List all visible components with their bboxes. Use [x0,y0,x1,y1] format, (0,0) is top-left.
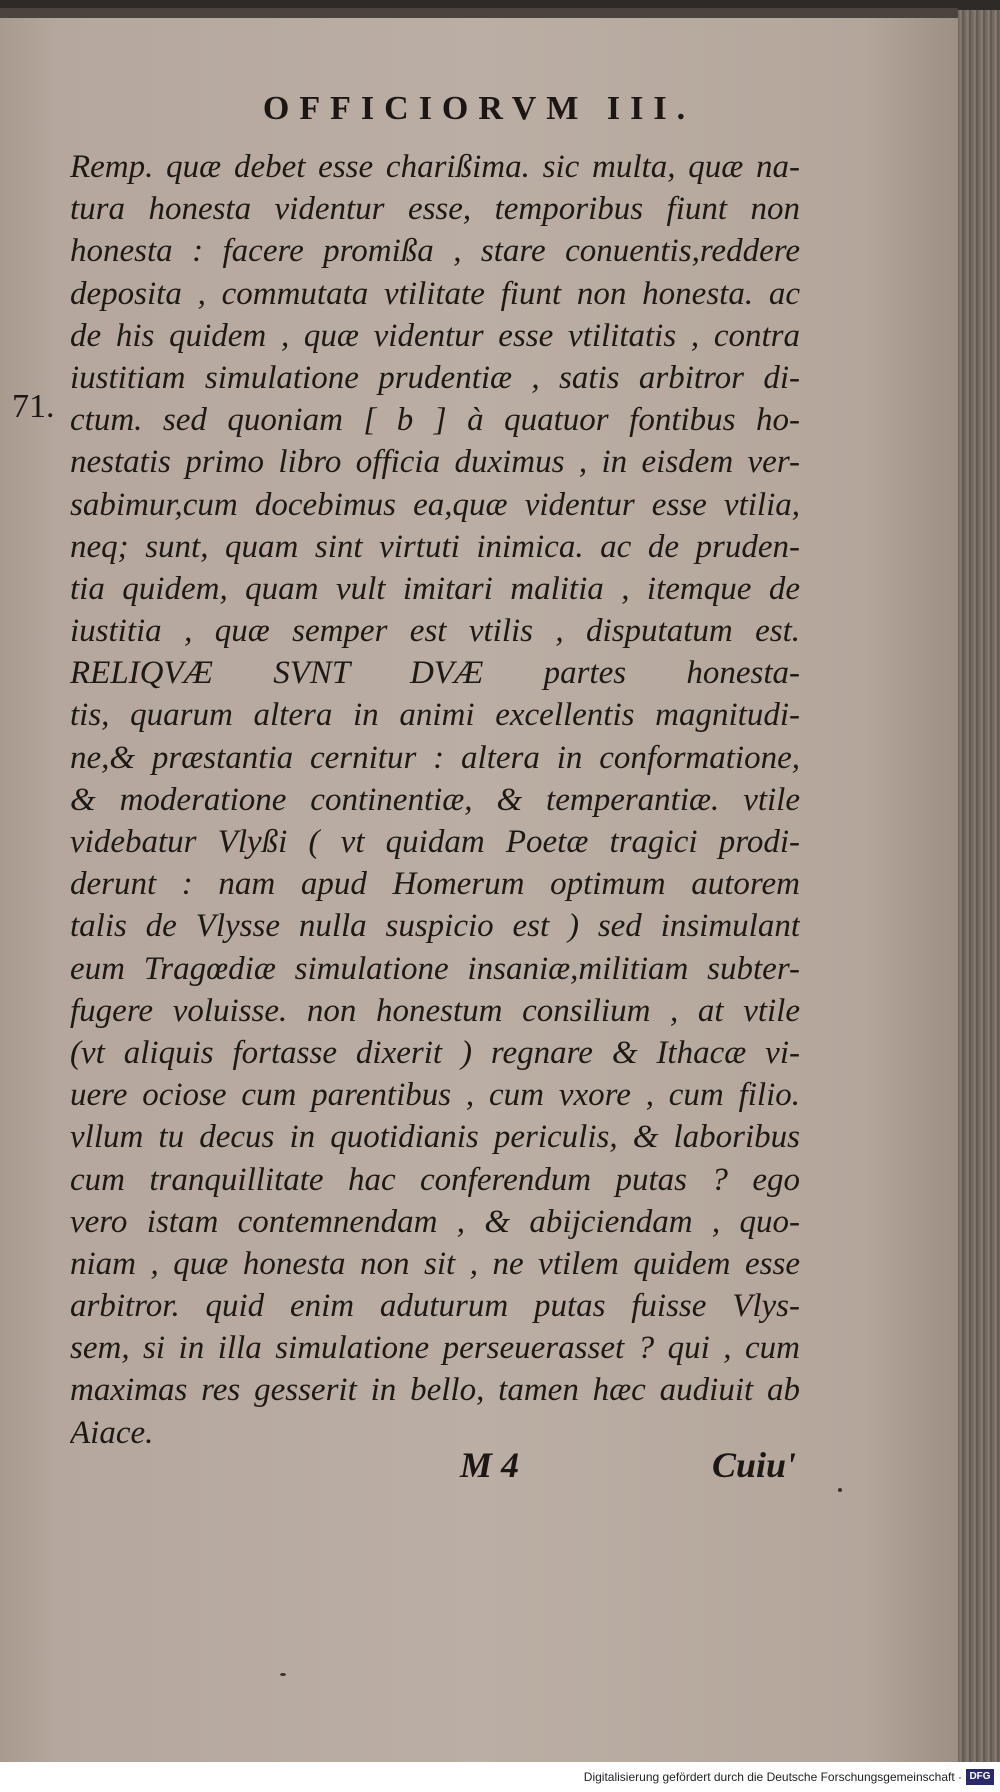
text-line: iustitiam simulatione prudentiæ , satis arbitror di- [70,359,800,396]
signature-mark: M 4 [460,1445,520,1485]
text-line: videbatur Vlyßi ( vt quidam Poetæ tragici prodi- [70,824,800,860]
text-line: & moderatione continentiæ, & temperantiæ. vtile [70,781,800,818]
text-line: neq; sunt, quam sint virtuti inimica. ac de pruden- [70,528,800,565]
text-line: (vt aliquis fortasse dixerit ) regnare & Ithacæ vi- [70,1034,800,1071]
page-footer [0,1444,958,1494]
text-line: RELIQVÆ SVNT DVÆ partes honesta- [70,655,800,692]
credit-bar [0,1762,1000,1792]
page-edges [958,10,1000,1765]
text-line: niam , quæ honesta non sit , ne vtilem quidem esse [70,1245,800,1282]
text-line: vllum tu decus in quotidianis periculis, & laboribus [70,1119,800,1156]
text-line: ctum. sed quoniam [ b ] à quatuor fontibus ho- [70,402,800,439]
text-line: sabimur,cum docebimus ea,quæ videntur esse vtilia, [70,486,800,523]
text-line: derunt : nam apud Homerum optimum autorem [70,866,800,903]
credit-text: Digitalisierung gefördert durch die Deutsche Forschungsgemeinschaft · [583,1770,962,1784]
text-line: de his quidem , quæ videntur esse vtilitatis , contra [70,317,800,354]
running-head: OFFICIORVM III. [262,90,696,127]
text-line: fugere voluisse. non honestum consilium , at vtile [70,992,800,1029]
text-line: eum Tragœdiæ simulatione insaniæ,militiam subter- [70,950,800,987]
text-line: iustitia , quæ semper est vtilis , disputatum est. [70,613,800,650]
text-line: honesta : facere promißa , stare conuentis,reddere [70,233,800,270]
text-line: ne,& præstantia cernitur : altera in conformatione, [70,739,800,776]
text-line: sem, si in illa simulatione perseuerasset ? qui , cum [70,1330,800,1367]
book-page [0,8,958,1763]
paper-speck [838,1488,842,1492]
body-text [70,146,800,1454]
text-line: tis, quarum altera in animi excellentis magnitudi- [70,697,800,734]
text-line: talis de Vlysse nulla suspicio est ) sed insimulant [70,908,800,945]
catchword: Cuiu' [712,1445,797,1485]
text-line: arbitror. quid enim aduturum putas fuisse Vlys- [70,1288,800,1325]
dfg-logo-icon: DFG [966,1769,994,1785]
text-line: deposita , commutata vtilitate fiunt non honesta. ac [70,275,800,312]
text-line: maximas res gesserit in bello, tamen hæc audiuit ab [70,1372,800,1409]
text-line: cum tranquillitate hac conferendum putas ? ego [70,1161,800,1198]
text-line: uere ociose cum parentibus , cum vxore , cum filio. [70,1077,800,1114]
text-line: nestatis primo libro officia duximus , in eisdem ver- [70,444,800,481]
margin-note: 71. [12,388,55,425]
text-line: Aiace. [70,1414,154,1451]
text-line: tia quidem, quam vult imitari malitia , itemque de [70,570,800,607]
text-line: Remp. quæ debet esse charißima. sic multa, quæ na- [70,149,800,185]
paper-speck [280,1673,286,1676]
text-line: vero istam contemnendam , & abijciendam , quo- [70,1203,800,1240]
text-line: tura honesta videntur esse, temporibus fiunt non [70,191,800,228]
